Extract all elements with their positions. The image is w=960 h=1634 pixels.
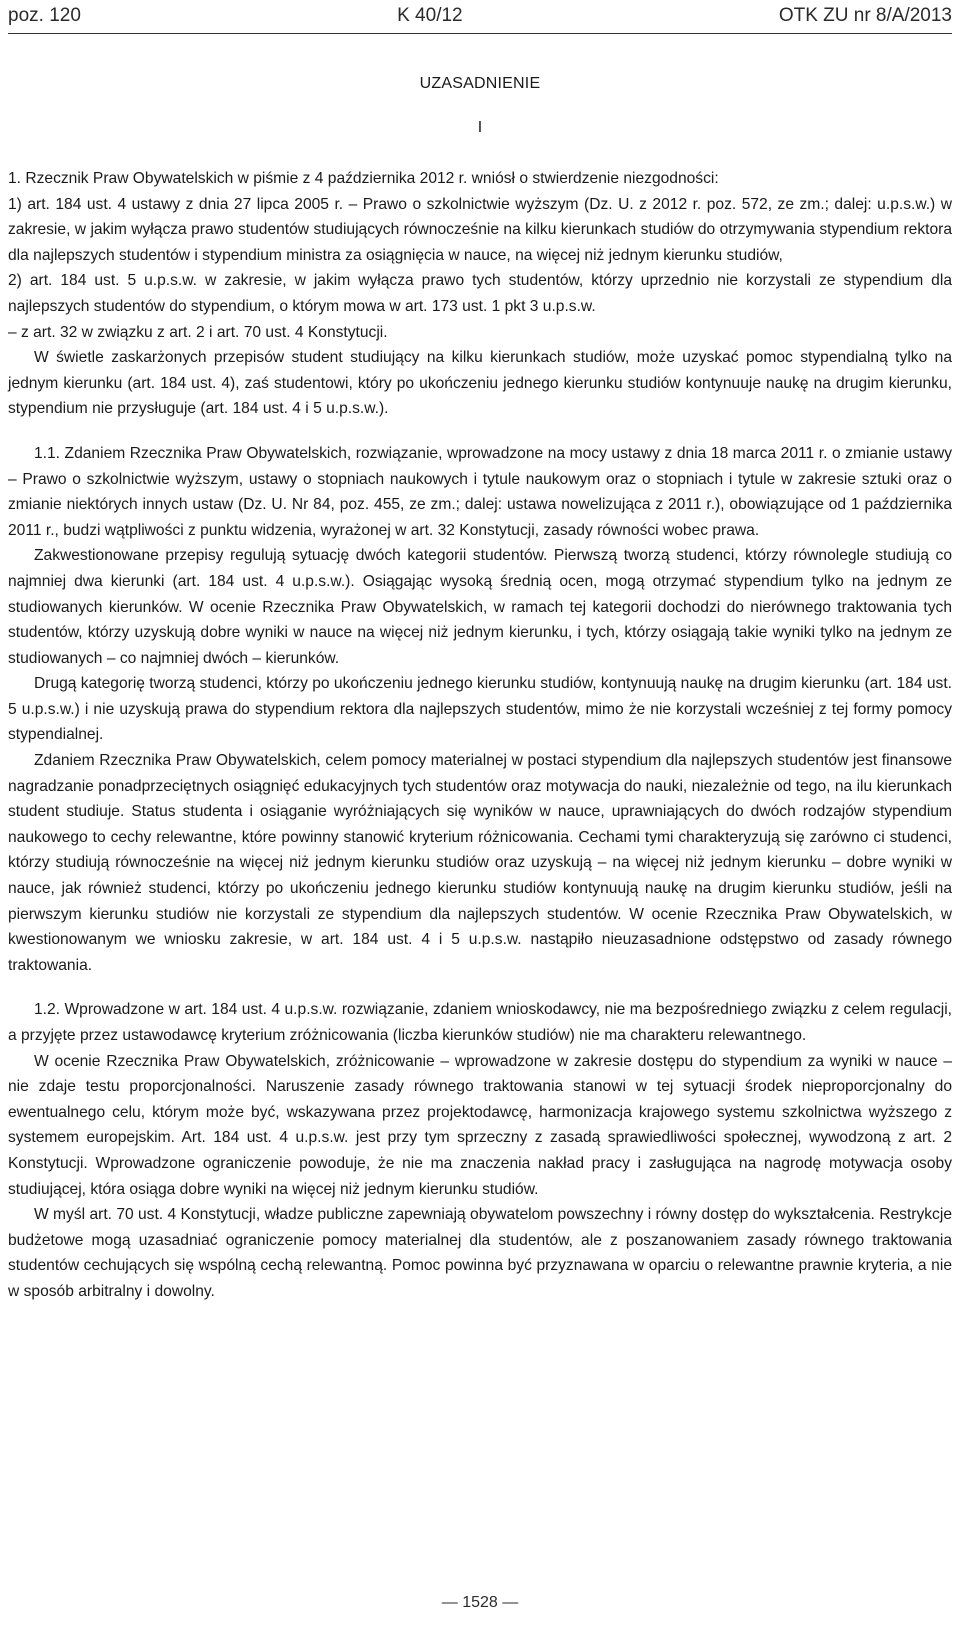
paragraph: Drugą kategorię tworzą studenci, którzy po ukończeniu jednego kierunku studiów, kontynuują naukę na drugim kierunku (art. 184 ust. 5 u.p.s.w.) i nie uzyskują prawa do stypendium rektora dla najlepszych studentów, mimo że nie korzystali wcześniej z tej formy pomocy stypendialnej.	[8, 675, 952, 744]
paragraph: – z art. 32 w związku z art. 2 i art. 70 ust. 4 Konstytucji.	[8, 323, 388, 341]
paragraph: W świetle zaskarżonych przepisów student studiujący na kilku kierunkach studiów, może uzyskać pomoc stypendialną tylko na jednym kierunku (art. 184 ust. 4), zaś studentowi, który po ukończeniu jednego kierunku studiów kontynuuje naukę na drugim kierunku, stypendium nie przysługuje (art. 184 ust. 4 i 5 u.p.s.w.).	[8, 349, 952, 418]
section-numeral: I	[477, 119, 483, 136]
paragraph: 1.2. Wprowadzone w art. 184 ust. 4 u.p.s.w. rozwiązanie, zdaniem wnioskodawcy, nie ma bezpośredniego związku z celem regulacji, a przyjęte przez ustawodawcę kryterium zróżnicowania (liczba kierunków studiów) nie ma charakteru relewantnego.	[8, 1001, 952, 1044]
document-body	[8, 68, 952, 1305]
page-number: — 1528 —	[441, 1594, 519, 1611]
paragraph: 1) art. 184 ust. 4 ustawy z dnia 27 lipca 2005 r. – Prawo o szkolnictwie wyższym (Dz. U. z 2012 r. poz. 572, ze zm.; dalej: u.p.s.w.) w zakresie, w jakim wyłącza prawo studentów studiujących równocześnie na kilku kierunkach studiów do otrzymywania stypendium rektora dla najlepszych studentów i stypendium ministra za osiągnięcia w nauce, na więcej niż jednym kierunku studiów,	[8, 195, 952, 264]
header-position: poz. 120	[8, 5, 81, 26]
paragraph: W myśl art. 70 ust. 4 Konstytucji, władze publiczne zapewniają obywatelom powszechny i równy dostęp do wykształcenia. Restrykcje budżetowe mogą uzasadniać ograniczenie pomocy materialnej dla studentów, ale z poszanowaniem zasady równego traktowania studentów cechujących się wspólną cechą relewantną. Pomoc powinna być przyznawana w oparciu o relewantne prawnie kryteria, a nie w sposób arbitralny i dowolny.	[8, 1206, 952, 1300]
running-header	[8, 0, 952, 32]
document-heading: UZASADNIENIE	[419, 75, 541, 92]
paragraph: 1. Rzecznik Praw Obywatelskich w piśmie z 4 października 2012 r. wniósł o stwierdzenie niezgodności:	[8, 170, 719, 187]
paragraph: 2) art. 184 ust. 5 u.p.s.w. w zakresie, w jakim wyłącza prawo tych studentów, którzy uprzednio nie korzystali ze stypendium dla najlepszych studentów do stypendium, o którym mowa w art. 173 ust. 1 pkt 3 u.p.s.w.	[8, 272, 952, 315]
paragraph: W ocenie Rzecznika Praw Obywatelskich, zróżnicowanie – wprowadzone w zakresie dostępu do stypendium za wyniki w nauce – nie zdaje testu proporcjonalności. Naruszenie zasady równego traktowania stanowi w tej sytuacji środek nieproporcjonalny do ewentualnego celu, którym może być, wskazywana przez projektodawcę, harmonizacja krajowego systemu szkolnictwa wyższego z systemem europejskim. Art. 184 ust. 4 u.p.s.w. jest przy tym sprzeczny z zasadą sprawiedliwości społecznej, wywodzoną z art. 2 Konstytucji. Wprowadzone ograniczenie powoduje, że nie ma znaczenia nakład pracy i zasługująca na nagrodę motywacja osoby studiującej, która osiąga dobre wyniki na więcej niż jednym kierunku studiów.	[8, 1052, 952, 1198]
paragraph: Zakwestionowane przepisy regulują sytuację dwóch kategorii studentów. Pierwszą tworzą studenci, którzy równolegle studiują co najmniej dwa kierunki (art. 184 ust. 4 u.p.s.w.). Osiągając wysoką średnią ocen, mogą otrzymać stypendium tylko na jednym ze studiowanych kierunków. W ocenie Rzecznika Praw Obywatelskich, w ramach tej kategorii dochodzi do nierównego traktowania tych studentów, którzy uzyskują dobre wyniki w nauce na więcej niż jednym kierunku, i tych, którzy osiągają takie wyniki tylko na jednym ze studiowanych – co najmniej dwóch – kierunków.	[8, 547, 952, 667]
header-divider	[8, 33, 952, 34]
paragraph: 1.1. Zdaniem Rzecznika Praw Obywatelskich, rozwiązanie, wprowadzone na mocy ustawy z dnia 18 marca 2011 r. o zmianie ustawy – Prawo o szkolnictwie wyższym, ustawy o stopniach naukowych i tytule naukowym oraz o stopniach i tytule w zakresie sztuki oraz o zmianie niektórych innych ustaw (Dz. U. Nr 84, poz. 455, ze zm.; dalej: ustawa nowelizująca z 2011 r.), obowiązujące od 1 października 2011 r., budzi wątpliwości z punktu widzenia, wyrażonej w art. 32 Konstytucji, zasady równości wobec prawa.	[8, 444, 952, 539]
header-case-number: K 40/12	[397, 5, 463, 26]
header-journal: OTK ZU nr 8/A/2013	[778, 5, 952, 26]
paragraph: Zdaniem Rzecznika Praw Obywatelskich, celem pomocy materialnej w postaci stypendium dla najlepszych studentów jest finansowe nagradzanie ponadprzeciętnych osiągnięć edukacyjnych tych studentów oraz motywacja do nauki, niezależnie od tego, na ilu kierunkach student studiuje. Status studenta i osiąganie wyróżniających się wyników w nauce, uprawniających do dwóch rodzajów stypendium naukowego to cechy relewantne, które powinny stanowić kryterium różnicowania. Cechami tymi charakteryzują się zarówno ci studenci, którzy studiują równocześnie na więcej niż jednym kierunku studiów oraz uzyskują – na więcej niż jednym kierunku – dobre wyniki w nauce, jak również studenci, którzy po ukończeniu jednego kierunku studiów kontynuują naukę na drugim kierunku studiów, jeśli na pierwszym kierunku studiów nie korzystali ze stypendium dla najlepszych studentów. W ocenie Rzecznika Praw Obywatelskich, w kwestionowanym we wniosku zakresie, w art. 184 ust. 4 i 5 u.p.s.w. nastąpiło nieuzasadnione odstępstwo od zasady równego traktowania.	[8, 752, 952, 974]
